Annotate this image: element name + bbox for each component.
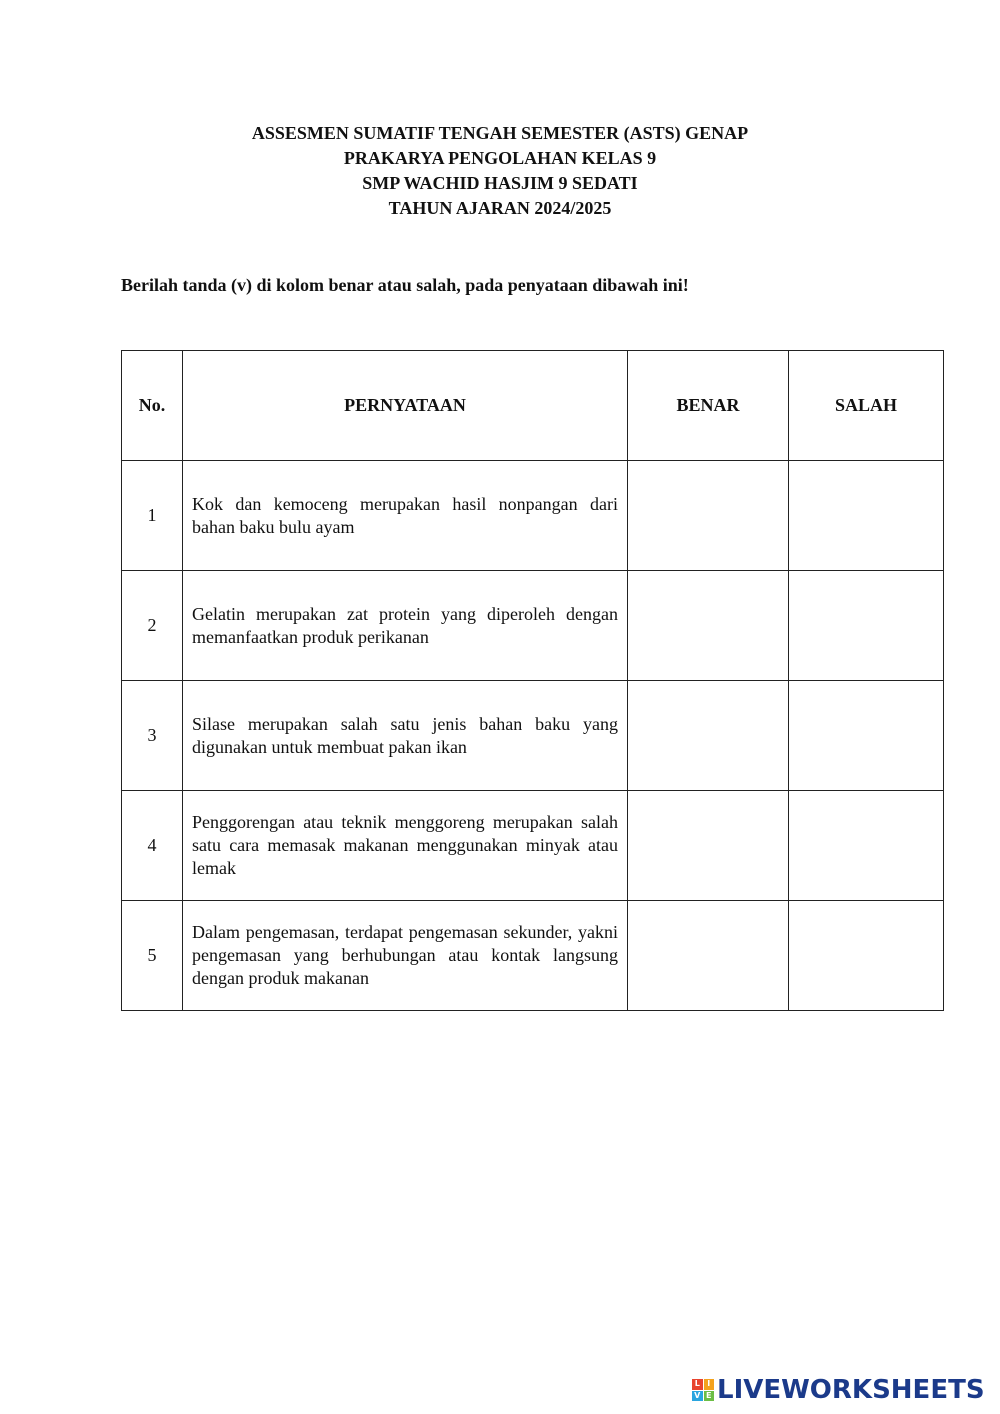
row-statement: Dalam pengemasan, terdapat pengemasan sekunder, yakni pengemasan yang berhubungan atau kontak langsung dengan produk makanan bbox=[183, 901, 628, 1011]
logo-text: LIVEWORKSHEETS bbox=[717, 1375, 985, 1405]
answer-cell-false[interactable] bbox=[789, 571, 944, 681]
answer-cell-false[interactable] bbox=[789, 791, 944, 901]
header-line-2: PRAKARYA PENGOLAHAN KELAS 9 bbox=[343, 148, 657, 168]
table-row bbox=[122, 791, 944, 901]
answer-cell-false[interactable] bbox=[789, 461, 944, 571]
table-header-row bbox=[122, 351, 944, 461]
row-statement: Kok dan kemoceng merupakan hasil nonpangan dari bahan baku bulu ayam bbox=[183, 461, 628, 571]
header-false: SALAH bbox=[789, 351, 944, 461]
answer-cell-true[interactable] bbox=[628, 901, 789, 1011]
answer-cell-true[interactable] bbox=[628, 681, 789, 791]
answer-cell-false[interactable] bbox=[789, 901, 944, 1011]
answer-cell-true[interactable] bbox=[628, 461, 789, 571]
logo-icon-letter: L bbox=[692, 1379, 703, 1390]
answer-cell-false[interactable] bbox=[789, 681, 944, 791]
table-row bbox=[122, 901, 944, 1011]
header-line-1: ASSESMEN SUMATIF TENGAH SEMESTER (ASTS) GENAP bbox=[251, 123, 749, 143]
liveworksheets-logo-icon bbox=[692, 1379, 714, 1401]
logo-icon-letter: I bbox=[704, 1379, 715, 1390]
table-row bbox=[122, 571, 944, 681]
logo-icon-letter: E bbox=[704, 1391, 715, 1402]
table-row bbox=[122, 461, 944, 571]
header-line-4: TAHUN AJARAN 2024/2025 bbox=[388, 198, 612, 218]
table-row bbox=[122, 681, 944, 791]
true-false-table bbox=[121, 350, 944, 1011]
row-number: 3 bbox=[122, 681, 183, 791]
row-number: 2 bbox=[122, 571, 183, 681]
row-number: 1 bbox=[122, 461, 183, 571]
header-statement: PERNYATAAN bbox=[183, 351, 628, 461]
row-number: 4 bbox=[122, 791, 183, 901]
document-header bbox=[0, 121, 1000, 221]
row-statement: Silase merupakan salah satu jenis bahan baku yang digunakan untuk membuat pakan ikan bbox=[183, 681, 628, 791]
row-number: 5 bbox=[122, 901, 183, 1011]
answer-cell-true[interactable] bbox=[628, 791, 789, 901]
instruction-text: Berilah tanda (v) di kolom benar atau salah, pada penyataan dibawah ini! bbox=[121, 275, 689, 295]
logo-icon-letter: V bbox=[692, 1391, 703, 1402]
header-true: BENAR bbox=[628, 351, 789, 461]
header-no: No. bbox=[122, 351, 183, 461]
answer-cell-true[interactable] bbox=[628, 571, 789, 681]
header-line-3: SMP WACHID HASJIM 9 SEDATI bbox=[362, 173, 638, 193]
row-statement: Gelatin merupakan zat protein yang diperoleh dengan memanfaatkan produk perikanan bbox=[183, 571, 628, 681]
row-statement: Penggorengan atau teknik menggoreng merupakan salah satu cara memasak makanan menggunakan minyak atau lemak bbox=[183, 791, 628, 901]
liveworksheets-logo bbox=[692, 1374, 985, 1406]
